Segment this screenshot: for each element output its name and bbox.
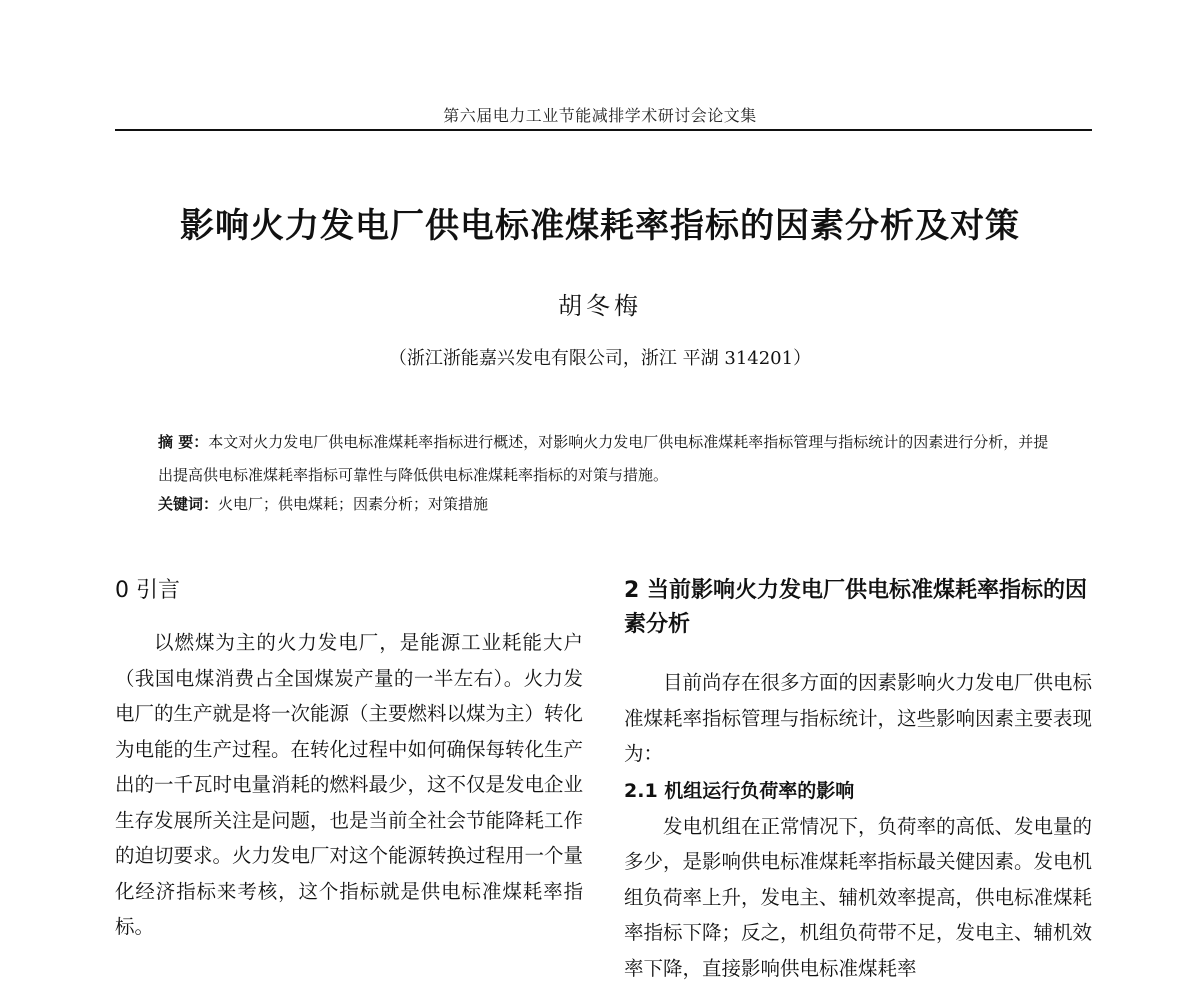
author-affiliation: （浙江浙能嘉兴发电有限公司，浙江 平湖 314201） bbox=[0, 344, 1200, 370]
keywords-label: 关键词： bbox=[158, 495, 218, 513]
left-column bbox=[115, 574, 583, 945]
abstract-label: 摘 要： bbox=[158, 433, 208, 451]
load-rate-paragraph: 发电机组在正常情况下，负荷率的高低、发电量的多少，是影响供电标准煤耗率指标最关健因素。发电机组负荷率上升，发电主、辅机效率提高，供电标准煤耗率指标下降；反之，机组负荷带不足，发电主、辅机效率下降，直接影响供电标准煤耗率 bbox=[624, 809, 1092, 986]
author-name: 胡冬梅 bbox=[0, 286, 1200, 321]
keywords bbox=[158, 492, 1058, 516]
section-heading-factor-analysis: 2 当前影响火力发电厂供电标准煤耗率指标的因素分析 bbox=[624, 574, 1092, 642]
factor-analysis-paragraph: 目前尚存在很多方面的因素影响火力发电厂供电标准煤耗率指标管理与指标统计，这些影响因素主要表现为： bbox=[624, 665, 1092, 772]
abstract-text: 本文对火力发电厂供电标准煤耗率指标进行概述，对影响火力发电厂供电标准煤耗率指标管理与指标统计的因素进行分析，并提出提高供电标准煤耗率指标可靠性与降低供电标准煤耗率指标的对策与措施。 bbox=[158, 433, 1048, 484]
right-column bbox=[624, 574, 1092, 986]
section-heading-introduction: 0 引言 bbox=[115, 574, 583, 608]
running-header: 第六届电力工业节能减排学术研讨会论文集 bbox=[0, 103, 1200, 126]
subsection-heading-load-rate: 2.1 机组运行负荷率的影响 bbox=[624, 774, 1092, 809]
header-rule bbox=[115, 129, 1092, 131]
paper-title: 影响火力发电厂供电标准煤耗率指标的因素分析及对策 bbox=[0, 198, 1200, 247]
abstract bbox=[158, 426, 1058, 492]
introduction-paragraph: 以燃煤为主的火力发电厂，是能源工业耗能大户（我国电煤消费占全国煤炭产量的一半左右）。火力发电厂的生产就是将一次能源（主要燃料以煤为主）转化为电能的生产过程。在转化过程中如何确保每转化生产出的一千瓦时电量消耗的燃料最少，这不仅是发电企业生存发展所关注是问题，也是当前全社会节能降耗工作的迫切要求。火力发电厂对这个能源转换过程用一个量化经济指标来考核，这个指标就是供电标准煤耗率指标。 bbox=[115, 625, 583, 945]
keywords-text: 火电厂；供电煤耗；因素分析；对策措施 bbox=[218, 495, 488, 513]
